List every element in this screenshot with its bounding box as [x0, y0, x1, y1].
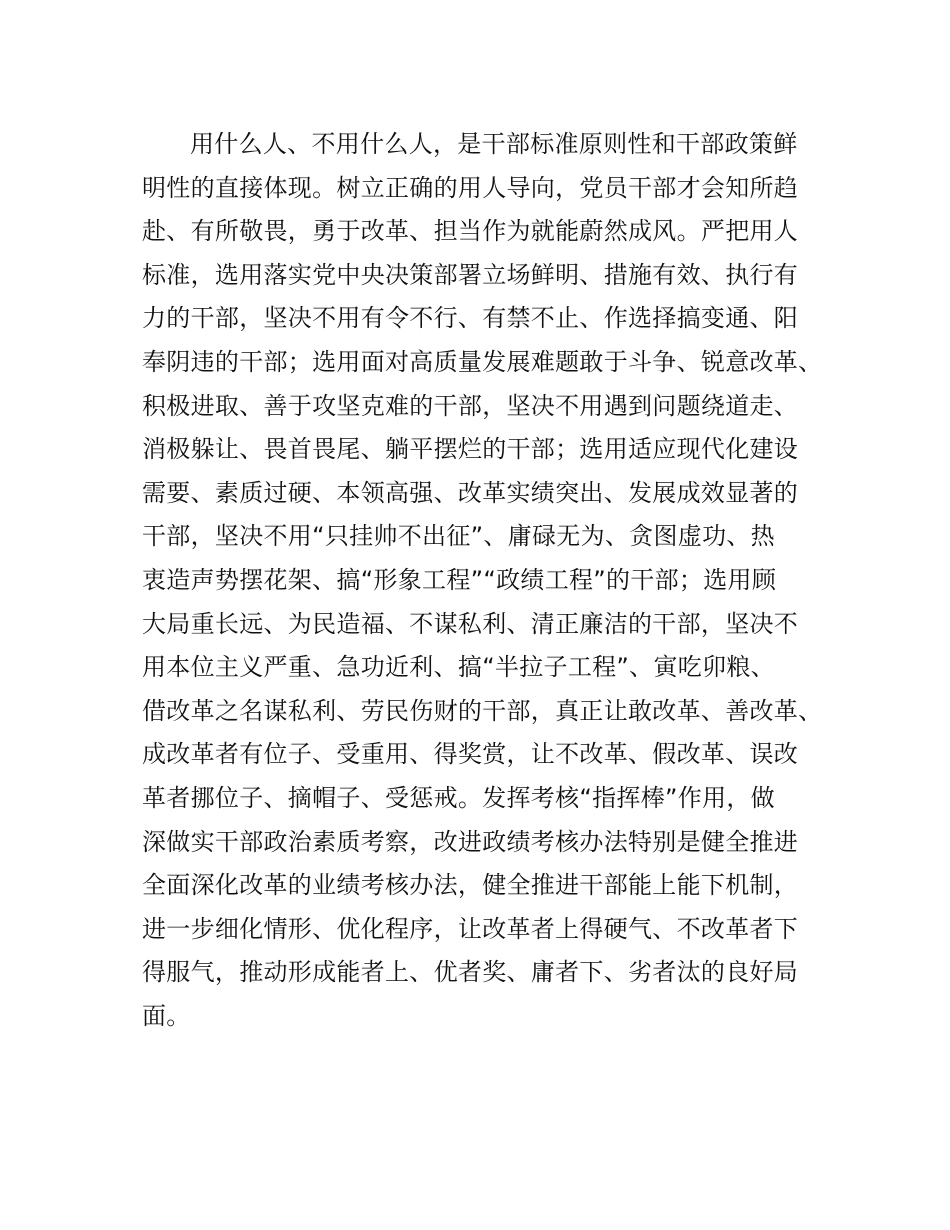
text-line: 积极进取、善于攻坚克难的干部，坚决不用遇到问题绕道走、 — [142, 391, 799, 420]
text-line: 干部，坚决不用“只挂帅不出征”、庸碌无为、贪图虚功、热 — [142, 522, 775, 551]
text-line: 成改革者有位子、受重用、得奖赏，让不改革、假改革、误改 — [142, 740, 799, 769]
text-line: 得服气，推动形成能者上、优者奖、庸者下、劣者汰的良好局 — [142, 958, 799, 987]
text-line: 明性的直接体现。树立正确的用人导向，党员干部才会知所趋 — [142, 173, 799, 202]
text-line: 大局重长远、为民造福、不谋私利、清正廉洁的干部，坚决不 — [142, 609, 799, 638]
text-line: 革者挪位子、摘帽子、受惩戒。发挥考核“指挥棒”作用，做 — [142, 783, 775, 812]
body-paragraph — [142, 123, 832, 1038]
text-line: 全面深化改革的业绩考核办法，健全推进干部能上能下机制， — [142, 871, 799, 900]
text-line: 进一步细化情形、优化程序，让改革者上得硬气、不改革者下 — [142, 914, 799, 943]
text-line: 用本位主义严重、急功近利、搞“半拉子工程”、寅吃卯粮、 — [142, 653, 775, 682]
text-line: 赴、有所敬畏，勇于改革、担当作为就能蔚然成风。严把用人 — [142, 217, 799, 246]
text-line: 需要、素质过硬、本领高强、改革实绩突出、发展成效显著的 — [142, 478, 799, 507]
text-line: 面。 — [142, 1001, 191, 1030]
text-line: 消极躲让、畏首畏尾、躺平摆烂的干部；选用适应现代化建设 — [142, 435, 799, 464]
text-line: 用什么人、不用什么人，是干部标准原则性和干部政策鲜 — [190, 130, 798, 158]
text-line: 奉阴违的干部；选用面对高质量发展难题敢于斗争、锐意改革、 — [142, 347, 823, 376]
text-line: 力的干部，坚决不用有令不行、有禁不止、作选择搞变通、阳 — [142, 304, 799, 333]
text-line: 深做实干部政治素质考察，改进政绩考核办法特别是健全推进 — [142, 827, 799, 856]
text-line: 衷造声势摆花架、搞“形象工程”“政绩工程”的干部；选用顾 — [142, 565, 777, 594]
text-line: 借改革之名谋私利、劳民伤财的干部，真正让敢改革、善改革、 — [142, 696, 823, 725]
text-line: 标准，选用落实党中央决策部署立场鲜明、措施有效、执行有 — [142, 260, 799, 289]
